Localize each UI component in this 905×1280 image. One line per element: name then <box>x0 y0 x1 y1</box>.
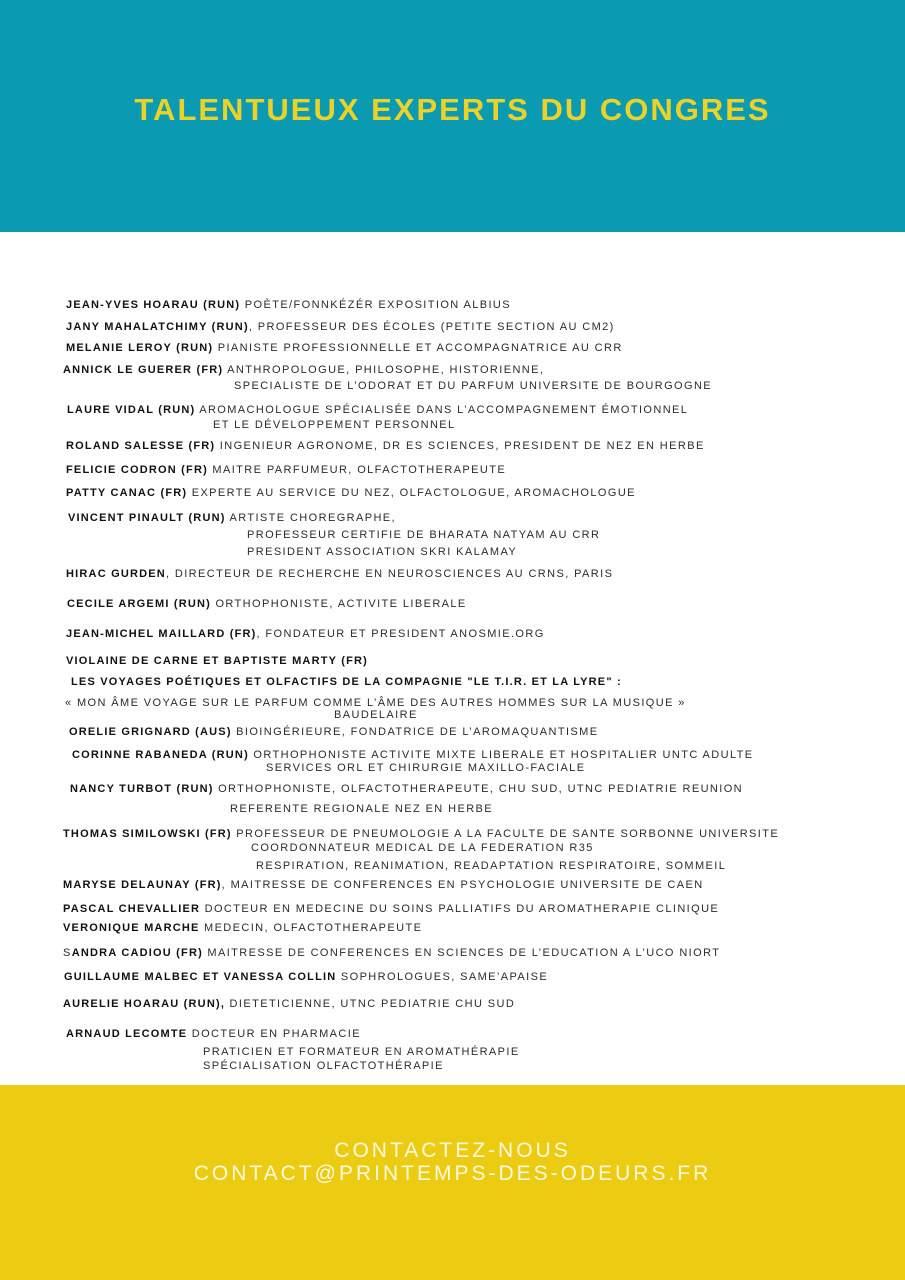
expert-entry <box>63 946 720 960</box>
expert-entry <box>70 782 743 796</box>
expert-name: ORELIE GRIGNARD (AUS) <box>69 726 232 738</box>
expert-entry <box>63 902 719 916</box>
expert-name: ANNICK LE GUERER (FR) <box>63 364 224 376</box>
contact-email-link[interactable]: CONTACT@PRINTEMPS-DES-ODEURS.FR <box>193 1162 712 1185</box>
expert-entry <box>66 486 636 500</box>
expert-desc: , FONDATEUR ET PRESIDENT ANOSMIE.ORG <box>256 628 545 640</box>
quote-text: « MON ÂME VOYAGE SUR LE PARFUM COMME L’ÂME DES AUTRES HOMMES SUR LA MUSIQUE » <box>65 697 686 709</box>
expert-name: VINCENT PINAULT (RUN) <box>68 512 226 524</box>
expert-name: CECILE ARGEMI (RUN) <box>67 598 211 610</box>
expert-entry <box>69 725 598 739</box>
expert-desc-continued: ET LE DÉVELOPPEMENT PERSONNEL <box>213 419 456 431</box>
expert-desc: ORTHOPHONISTE, ACTIVITE LIBERALE <box>211 598 467 610</box>
expert-name: LAURE VIDAL (RUN) <box>67 404 196 416</box>
expert-name: VERONIQUE MARCHE <box>63 922 200 934</box>
expert-name: HIRAC GURDEN <box>66 568 166 580</box>
expert-desc: MAITRE PARFUMEUR, OLFACTOTHERAPEUTE <box>207 464 507 476</box>
expert-desc: ANTHROPOLOGUE, PHILOSOPHE, HISTORIENNE, <box>223 364 545 376</box>
expert-desc-continued: SERVICES ORL ET CHIRURGIE MAXILLO-FACIALE <box>266 762 586 774</box>
expert-desc: EXPERTE AU SERVICE DU NEZ, OLFACTOLOGUE, AROMACHOLOGUE <box>187 487 636 499</box>
expert-name: PASCAL CHEVALLIER <box>63 903 201 915</box>
expert-entry <box>66 1027 361 1041</box>
expert-entry <box>66 320 615 334</box>
expert-desc: AROMACHOLOGUE SPÉCIALISÉE DANS L’ACCOMPAGNEMENT ÉMOTIONNEL <box>195 404 689 416</box>
expert-desc-continued: PRESIDENT ASSOCIATION SKRI KALAMAY <box>247 546 518 558</box>
expert-desc: ARTISTE CHOREGRAPHE, <box>225 512 397 524</box>
expert-desc-continued: COORDONNATEUR MEDICAL DE LA FEDERATION R35 <box>251 842 594 854</box>
expert-desc: BIOINGÉRIEURE, FONDATRICE DE L’AROMAQUANTISME <box>231 726 599 738</box>
company-heading: LES VOYAGES POÉTIQUES ET OLFACTIFS DE LA COMPAGNIE "LE T.I.R. ET LA LYRE" : <box>71 676 622 688</box>
expert-desc: INGENIEUR AGRONOME, DR ES SCIENCES, PRESIDENT DE NEZ EN HERBE <box>215 440 705 452</box>
expert-entry <box>63 878 704 892</box>
expert-desc: DOCTEUR EN PHARMACIE <box>187 1028 361 1040</box>
expert-name: GUILLAUME MALBEC ET VANESSA COLLIN <box>64 971 337 983</box>
expert-desc-continued: PRATICIEN ET FORMATEUR EN AROMATHÉRAPIE <box>203 1046 520 1058</box>
expert-desc: DIETETICIENNE, UTNC PEDIATRIE CHU SUD <box>225 998 516 1010</box>
expert-name-prefix: S <box>63 947 72 959</box>
expert-name: MARYSE DELAUNAY (FR) <box>63 879 222 891</box>
expert-desc: PROFESSEUR DE PNEUMOLOGIE A LA FACULTE DE SANTE SORBONNE UNIVERSITE <box>231 828 780 840</box>
expert-entry <box>71 675 622 689</box>
expert-entry <box>66 341 623 355</box>
expert-name: JANY MAHALATCHIMY (RUN) <box>66 321 249 333</box>
expert-name: THOMAS SIMILOWSKI (FR) <box>63 828 232 840</box>
expert-entry <box>66 567 613 581</box>
expert-desc: SOPHROLOGUES, SAME’APAISE <box>336 971 549 983</box>
expert-desc-continued: SPECIALISTE DE L’ODORAT ET DU PARFUM UNIVERSITE DE BOURGOGNE <box>234 380 713 392</box>
expert-entry <box>63 997 515 1011</box>
page-title: TALENTUEUX EXPERTS DU CONGRES <box>134 92 771 127</box>
expert-name: ARNAUD LECOMTE <box>66 1028 188 1040</box>
contact-label: CONTACTEZ-NOUS <box>334 1139 571 1162</box>
expert-name: JEAN-MICHEL MAILLARD (FR) <box>66 628 257 640</box>
expert-name: AURELIE HOARAU (RUN), <box>63 998 226 1010</box>
expert-name: CORINNE RABANEDA (RUN) <box>72 749 249 761</box>
expert-desc: PIANISTE PROFESSIONNELLE ET ACCOMPAGNATRICE AU CRR <box>213 342 623 354</box>
expert-name: FELICIE CODRON (FR) <box>66 464 208 476</box>
expert-name: NANCY TURBOT (RUN) <box>70 783 214 795</box>
expert-entry <box>72 748 754 762</box>
expert-desc: MEDECIN, OLFACTOTHERAPEUTE <box>199 922 423 934</box>
expert-entry <box>67 597 467 611</box>
quote-author: BAUDELAIRE <box>334 709 418 721</box>
expert-name: VIOLAINE DE CARNE ET BAPTISTE MARTY (FR) <box>66 655 369 667</box>
expert-desc-continued: RESPIRATION, REANIMATION, READAPTATION RESPIRATOIRE, SOMMEIL <box>256 860 727 872</box>
expert-name: ROLAND SALESSE (FR) <box>66 440 216 452</box>
expert-entry <box>66 439 705 453</box>
expert-entry <box>66 463 506 477</box>
expert-desc: , DIRECTEUR DE RECHERCHE EN NEUROSCIENCES AU CRNS, PARIS <box>165 568 614 580</box>
expert-desc-continued: REFERENTE REGIONALE NEZ EN HERBE <box>230 803 494 815</box>
expert-entry <box>68 511 396 525</box>
expert-desc: , PROFESSEUR DES ÉCOLES (PETITE SECTION AU CM2) <box>248 321 615 333</box>
expert-desc: MAITRESSE DE CONFERENCES EN SCIENCES DE L’EDUCATION A L’UCO NIORT <box>202 947 721 959</box>
expert-desc-continued: PROFESSEUR CERTIFIE DE BHARATA NATYAM AU CRR <box>247 529 601 541</box>
expert-name: MELANIE LEROY (RUN) <box>66 342 214 354</box>
expert-desc: POÈTE/FONNKÉZÉR EXPOSITION ALBIUS <box>240 299 512 311</box>
expert-entry <box>66 627 545 641</box>
expert-name: PATTY CANAC (FR) <box>66 487 188 499</box>
expert-desc-continued: SPÉCIALISATION OLFACTOTHÉRAPIE <box>203 1060 444 1072</box>
expert-desc: DOCTEUR EN MEDECINE DU SOINS PALLIATIFS DU AROMATHERAPIE CLINIQUE <box>200 903 720 915</box>
expert-entry <box>63 363 544 377</box>
expert-name: ANDRA CADIOU (FR) <box>71 947 203 959</box>
expert-entry <box>64 970 548 984</box>
expert-desc: , MAITRESSE DE CONFERENCES EN PSYCHOLOGIE UNIVERSITE DE CAEN <box>221 879 704 891</box>
expert-entry <box>63 827 779 841</box>
expert-entry <box>66 654 368 668</box>
expert-entry <box>63 921 422 935</box>
expert-desc: ORTHOPHONISTE ACTIVITE MIXTE LIBERALE ET HOSPITALIER UNTC ADULTE <box>248 749 754 761</box>
expert-entry <box>67 403 688 417</box>
expert-desc: ORTHOPHONISTE, OLFACTOTHERAPEUTE, CHU SUD, UTNC PEDIATRIE REUNION <box>213 783 744 795</box>
expert-name: JEAN-YVES HOARAU (RUN) <box>66 299 241 311</box>
expert-entry <box>66 298 511 312</box>
